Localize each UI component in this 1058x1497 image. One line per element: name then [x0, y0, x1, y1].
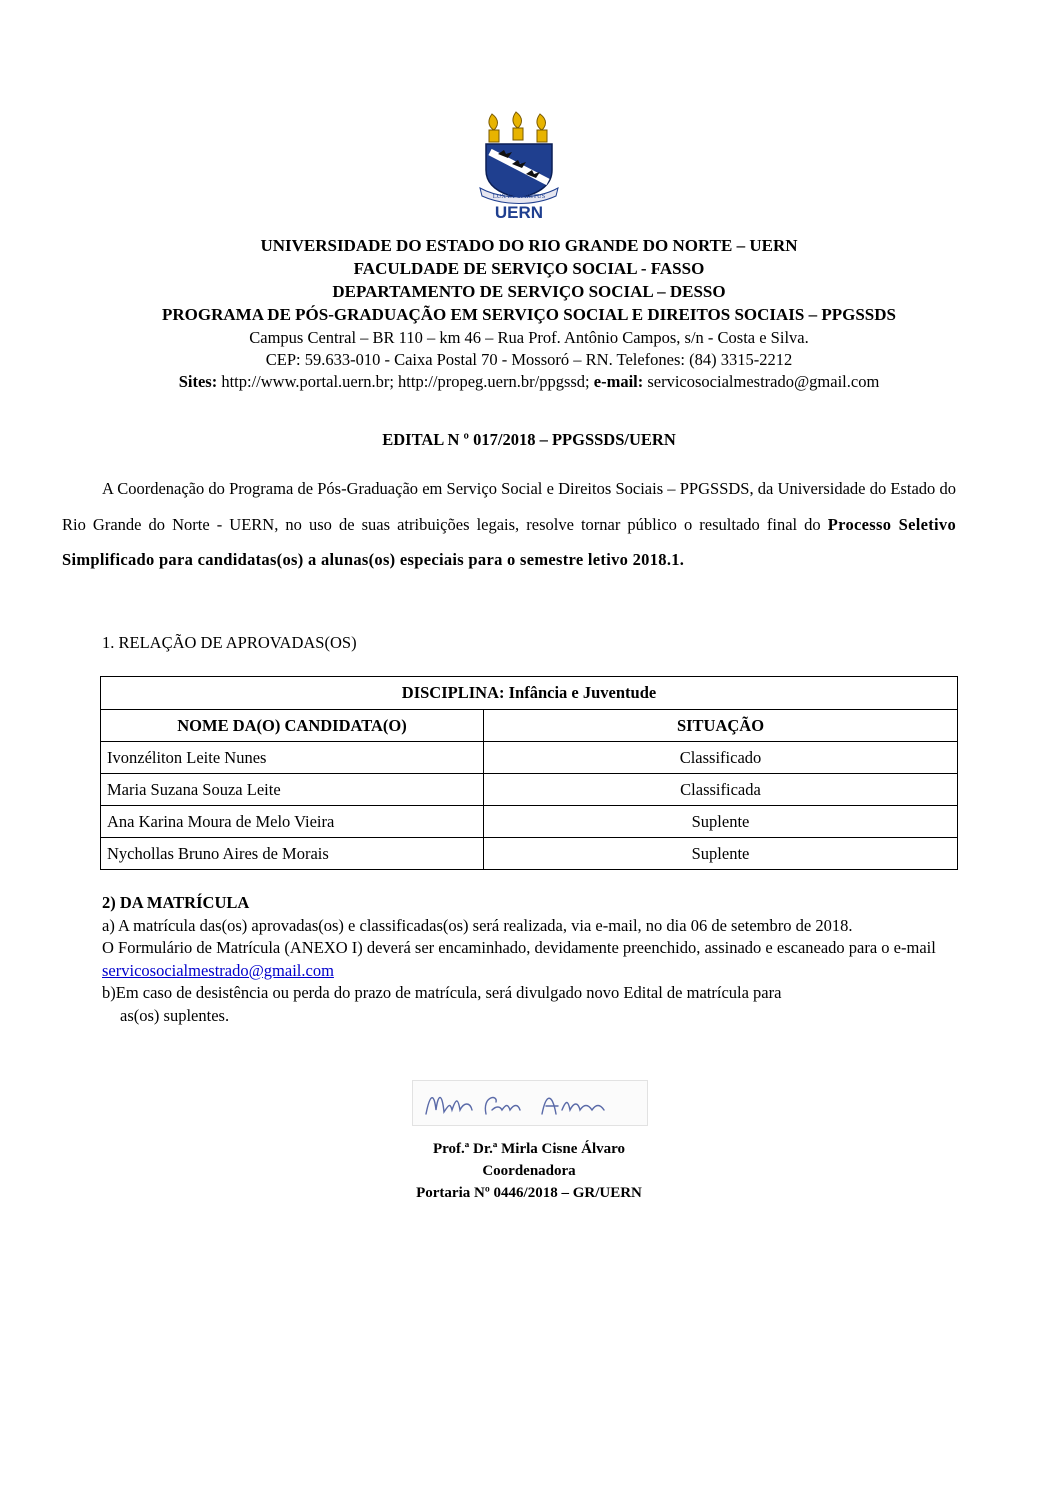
- form-text: O Formulário de Matrícula (ANEXO I) deverá ser encaminhado, devidamente preenchido, assinado e escaneado para o e-mail: [102, 938, 936, 957]
- table-row: [101, 806, 958, 838]
- torch-icon: [489, 114, 499, 142]
- paragraph-form: [102, 937, 962, 982]
- candidate-status: Suplente: [484, 838, 958, 870]
- discipline-header: DISCIPLINA: Infância e Juventude: [101, 677, 958, 710]
- signer-name: Prof.ª Dr.ª Mirla Cisne Álvaro: [432, 1141, 626, 1157]
- sites-label: Sites:: [178, 372, 218, 391]
- uern-logo: [472, 108, 584, 220]
- signer-portaria: Portaria Nº 0446/2018 – GR/UERN: [416, 1185, 642, 1201]
- sites-line: [0, 371, 1058, 393]
- edital-title: EDITAL N º 017/2018 – PPGSSDS/UERN: [382, 430, 676, 449]
- svg-text:UERN: UERN: [494, 203, 544, 220]
- institution-name: UNIVERSIDADE DO ESTADO DO RIO GRANDE DO NORTE – UERN: [260, 236, 798, 255]
- torch-icon: [513, 112, 523, 140]
- handwritten-signature: [412, 1080, 648, 1126]
- section1-title: 1. RELAÇÃO DE APROVADAS(OS): [102, 633, 357, 652]
- candidate-name: Nychollas Bruno Aires de Morais: [101, 838, 484, 870]
- table-row: [101, 774, 958, 806]
- sites-value: http://www.portal.uern.br; http://propeg.uern.br/ppgssd;: [217, 372, 594, 391]
- faculty-name: FACULDADE DE SERVIÇO SOCIAL - FASSO: [353, 259, 705, 278]
- col-name-header: NOME DA(O) CANDIDATA(O): [101, 710, 484, 742]
- table-row: [101, 838, 958, 870]
- table-row: [101, 742, 958, 774]
- torch-icon: [537, 114, 547, 142]
- paragraph-a: a) A matrícula das(os) aprovadas(os) e classificadas(os) será realizada, via e-mail, no dia 06 de setembro de 2018.: [102, 915, 853, 935]
- intro-bold-text: Processo Seletivo Simplificado para candidatas(os) a alunas(os) especiais para o semestre letivo 2018.1.: [62, 514, 956, 569]
- candidate-status: Suplente: [484, 806, 958, 838]
- col-status-header: SITUAÇÃO: [484, 710, 958, 742]
- section2: [102, 892, 962, 1027]
- paragraph-b: b)Em caso de desistência ou perda do prazo de matrícula, será divulgado novo Edital de matrícula para: [102, 983, 782, 1002]
- svg-text:LUX ET SPIRITUS: LUX ET SPIRITUS: [492, 193, 546, 200]
- results-table: [100, 676, 958, 870]
- candidate-status: Classificada: [484, 774, 958, 806]
- candidate-name: Ivonzéliton Leite Nunes: [101, 742, 484, 774]
- candidate-name: Maria Suzana Souza Leite: [101, 774, 484, 806]
- section2-title: 2) DA MATRÍCULA: [102, 893, 250, 912]
- signature-block: [0, 1138, 1058, 1204]
- candidate-status: Classificado: [484, 742, 958, 774]
- signer-role: Coordenadora: [482, 1163, 576, 1179]
- paragraph-b-cont: as(os) suplentes.: [120, 1005, 230, 1025]
- candidate-name: Ana Karina Moura de Melo Vieira: [101, 806, 484, 838]
- department-name: DEPARTAMENTO DE SERVIÇO SOCIAL – DESSO: [332, 282, 726, 301]
- intro-text: A Coordenação do Programa de Pós-Graduação em Serviço Social e Direitos Sociais – PPGSSDS, da Universidade do Estado do Rio Grande do Norte - UERN, no uso de suas atribuições legais, resolve tornar público o resultado final do: [62, 479, 956, 534]
- program-name: PROGRAMA DE PÓS-GRADUAÇÃO EM SERVIÇO SOCIAL E DIREITOS SOCIAIS – PPGSSDS: [162, 305, 896, 324]
- email-label: e-mail:: [593, 372, 644, 391]
- email-link[interactable]: servicosocialmestrado@gmail.com: [102, 960, 334, 980]
- email-value: servicosocialmestrado@gmail.com: [643, 372, 880, 391]
- contact-line: CEP: 59.633-010 - Caixa Postal 70 - Mossoró – RN. Telefones: (84) 3315-2212: [265, 350, 793, 369]
- intro-paragraph: [62, 471, 956, 578]
- address-line: Campus Central – BR 110 – km 46 – Rua Prof. Antônio Campos, s/n - Costa e Silva.: [249, 328, 809, 347]
